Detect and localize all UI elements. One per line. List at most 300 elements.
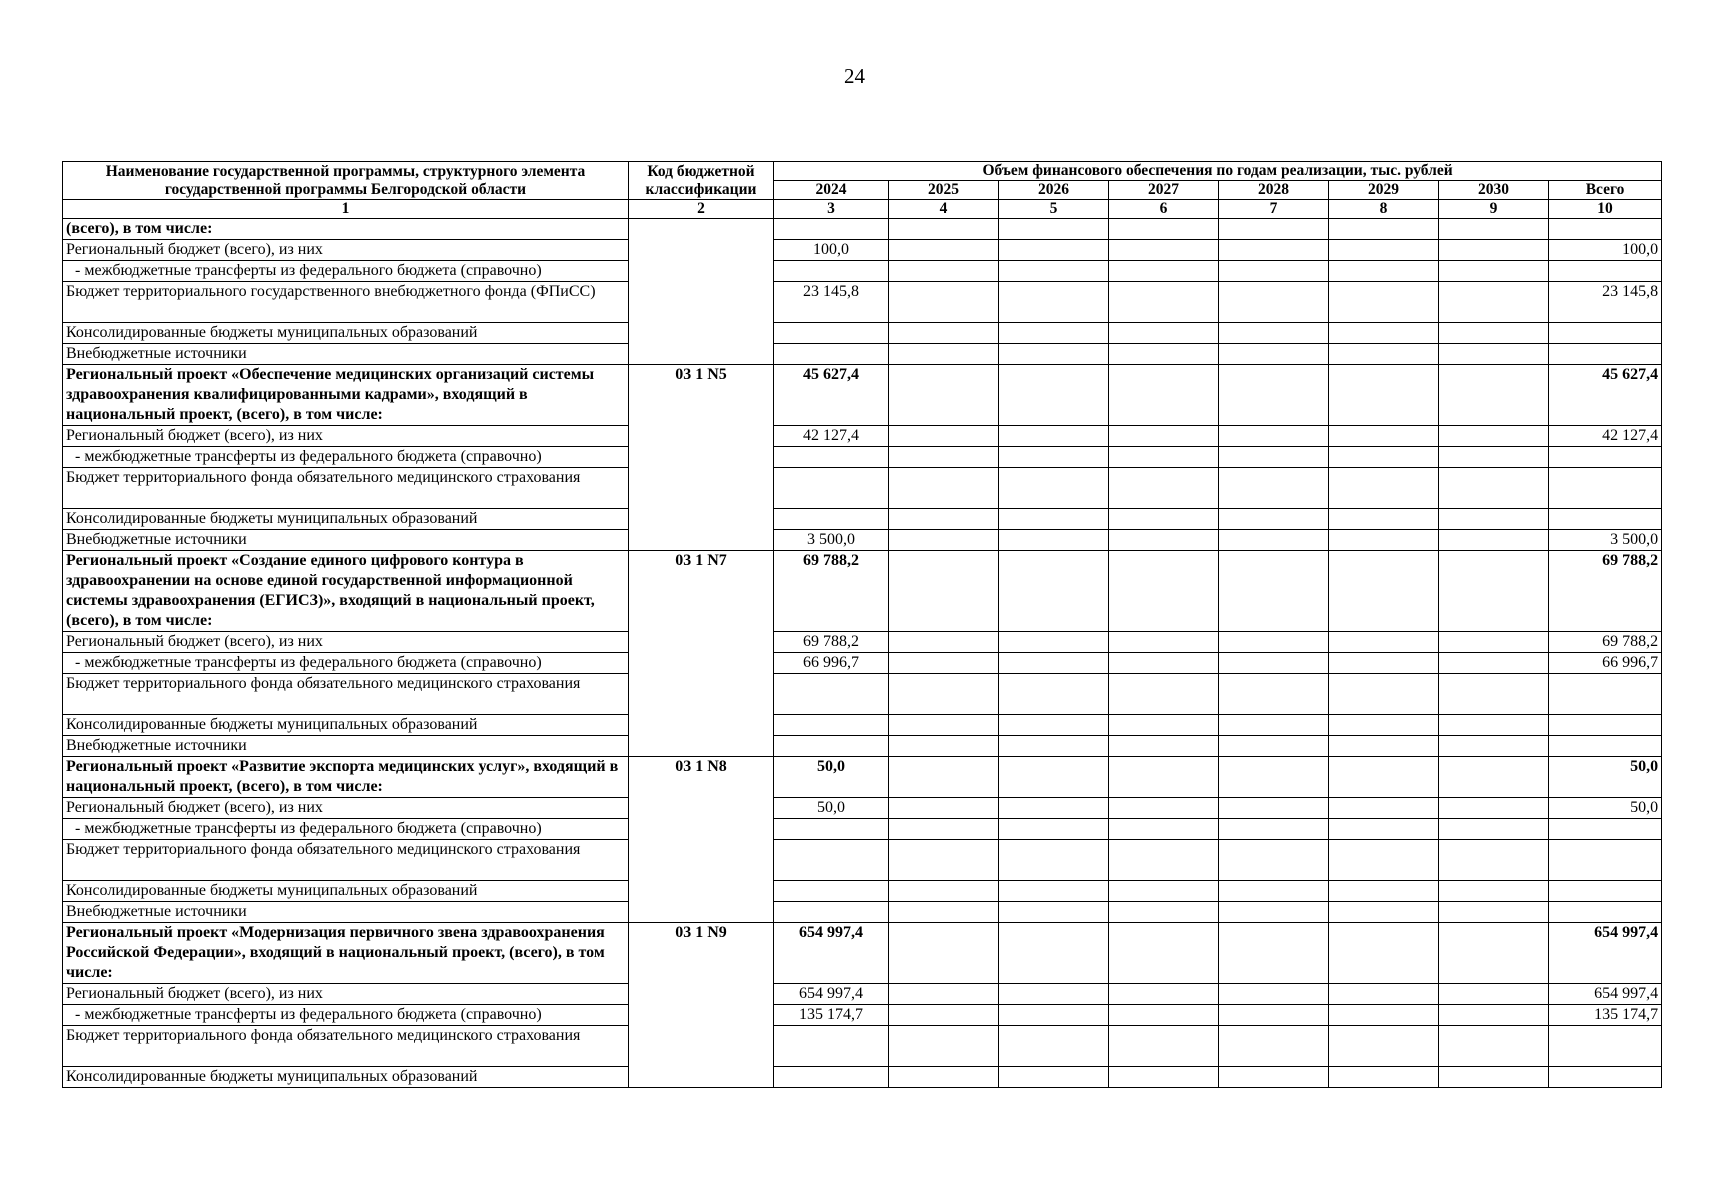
value-empty [999, 509, 1109, 530]
value-empty [1109, 323, 1219, 344]
value-total [1549, 674, 1662, 715]
col-number: 5 [999, 200, 1109, 219]
row-name: Региональный проект «Развитие экспорта медицинских услуг», входящий в национальный проект, (всего), в том числе: [63, 757, 629, 798]
value-2024: 654 997,4 [774, 923, 889, 984]
row-name: Бюджет территориального государственного внебюджетного фонда (ФПиСС) [63, 282, 629, 323]
value-total: 135 174,7 [1549, 1005, 1662, 1026]
value-empty [1219, 282, 1329, 323]
row-name: Региональный бюджет (всего), из них [63, 984, 629, 1005]
value-empty [1439, 798, 1549, 819]
value-empty [1109, 653, 1219, 674]
value-empty [1219, 530, 1329, 551]
value-total [1549, 1067, 1662, 1088]
header-year-2028: 2028 [1219, 181, 1329, 200]
value-empty [1109, 1026, 1219, 1067]
value-empty [1329, 468, 1439, 509]
value-empty [889, 923, 999, 984]
value-empty [1439, 923, 1549, 984]
value-total: 50,0 [1549, 798, 1662, 819]
value-empty [1109, 365, 1219, 426]
value-empty [1329, 632, 1439, 653]
value-empty [1439, 1005, 1549, 1026]
value-empty [999, 736, 1109, 757]
value-empty [889, 984, 999, 1005]
value-total: 45 627,4 [1549, 365, 1662, 426]
table-row [63, 632, 1662, 653]
col-number: 10 [1549, 200, 1662, 219]
value-empty [889, 653, 999, 674]
value-empty [889, 632, 999, 653]
value-empty [1329, 509, 1439, 530]
value-empty [1439, 736, 1549, 757]
value-empty [1329, 798, 1439, 819]
row-name: Консолидированные бюджеты муниципальных образований [63, 509, 629, 530]
value-empty [1219, 715, 1329, 736]
value-empty [1329, 1026, 1439, 1067]
value-empty [1329, 447, 1439, 468]
value-empty [889, 530, 999, 551]
value-total: 42 127,4 [1549, 426, 1662, 447]
value-empty [1329, 923, 1439, 984]
value-empty [889, 736, 999, 757]
table-row [63, 1067, 1662, 1088]
table-row [63, 902, 1662, 923]
table-row [63, 798, 1662, 819]
row-name: Консолидированные бюджеты муниципальных образований [63, 323, 629, 344]
value-empty [1219, 344, 1329, 365]
value-empty [1219, 468, 1329, 509]
column-numbers-row [63, 200, 1662, 219]
value-empty [1219, 447, 1329, 468]
value-empty [999, 798, 1109, 819]
row-name: Региональный проект «Обеспечение медицинских организаций системы здравоохранения квалифицированными кадрами», входящий в национальный проект, (всего), в том числе: [63, 365, 629, 426]
value-empty [1439, 323, 1549, 344]
value-empty [1329, 715, 1439, 736]
budget-code [629, 219, 774, 365]
value-empty [1219, 1067, 1329, 1088]
value-total: 100,0 [1549, 240, 1662, 261]
value-empty [1219, 551, 1329, 632]
value-empty [889, 426, 999, 447]
value-empty [1439, 1067, 1549, 1088]
value-empty [999, 530, 1109, 551]
value-empty [1329, 840, 1439, 881]
value-empty [1219, 984, 1329, 1005]
row-name: Консолидированные бюджеты муниципальных образований [63, 715, 629, 736]
value-empty [1329, 757, 1439, 798]
value-empty [1439, 468, 1549, 509]
value-empty [999, 653, 1109, 674]
value-empty [1439, 240, 1549, 261]
value-empty [999, 1005, 1109, 1026]
value-empty [1219, 653, 1329, 674]
value-total [1549, 881, 1662, 902]
value-empty [1439, 840, 1549, 881]
value-total [1549, 1026, 1662, 1067]
value-empty [889, 881, 999, 902]
value-empty [889, 715, 999, 736]
table-row [63, 674, 1662, 715]
value-total [1549, 819, 1662, 840]
value-empty [1109, 468, 1219, 509]
value-2024: 69 788,2 [774, 551, 889, 632]
value-empty [1109, 757, 1219, 798]
value-empty [1439, 819, 1549, 840]
value-2024 [774, 819, 889, 840]
value-empty [1329, 819, 1439, 840]
value-empty [1219, 1005, 1329, 1026]
value-empty [1109, 715, 1219, 736]
value-total [1549, 344, 1662, 365]
table-row [63, 468, 1662, 509]
value-empty [889, 1067, 999, 1088]
value-empty [1219, 798, 1329, 819]
value-total [1549, 840, 1662, 881]
value-empty [1439, 653, 1549, 674]
value-empty [999, 426, 1109, 447]
value-total: 654 997,4 [1549, 923, 1662, 984]
value-2024 [774, 1067, 889, 1088]
value-empty [999, 881, 1109, 902]
table-row [63, 344, 1662, 365]
value-empty [1109, 530, 1219, 551]
value-empty [1329, 530, 1439, 551]
row-name: - межбюджетные трансферты из федерального бюджета (справочно) [63, 819, 629, 840]
value-2024: 3 500,0 [774, 530, 889, 551]
value-empty [999, 632, 1109, 653]
value-empty [1329, 902, 1439, 923]
value-empty [1439, 365, 1549, 426]
value-empty [999, 674, 1109, 715]
value-empty [1109, 447, 1219, 468]
header-year-2025: 2025 [889, 181, 999, 200]
value-empty [889, 509, 999, 530]
value-empty [1109, 840, 1219, 881]
value-empty [1109, 902, 1219, 923]
value-empty [889, 840, 999, 881]
value-empty [889, 902, 999, 923]
table-header [63, 162, 1662, 219]
row-name: - межбюджетные трансферты из федерального бюджета (справочно) [63, 261, 629, 282]
col-number: 7 [1219, 200, 1329, 219]
budget-code: 03 1 N5 [629, 365, 774, 551]
header-year-2026: 2026 [999, 181, 1109, 200]
value-empty [1329, 426, 1439, 447]
value-2024 [774, 219, 889, 240]
value-empty [889, 757, 999, 798]
table-row [63, 1005, 1662, 1026]
value-2024: 50,0 [774, 798, 889, 819]
header-name-column: Наименование государственной программы, структурного элемента государственной программы Белгородской области [63, 162, 629, 200]
value-empty [1219, 840, 1329, 881]
row-name: Бюджет территориального фонда обязательного медицинского страхования [63, 674, 629, 715]
row-name: Региональный бюджет (всего), из них [63, 632, 629, 653]
table-row [63, 447, 1662, 468]
value-empty [1329, 240, 1439, 261]
header-code-column: Код бюджетной классификации [629, 162, 774, 200]
table-row [63, 819, 1662, 840]
col-number: 2 [629, 200, 774, 219]
value-empty [1439, 426, 1549, 447]
row-name: Региональный бюджет (всего), из них [63, 798, 629, 819]
value-total [1549, 509, 1662, 530]
col-number: 6 [1109, 200, 1219, 219]
value-empty [889, 798, 999, 819]
value-empty [889, 819, 999, 840]
value-total: 69 788,2 [1549, 632, 1662, 653]
value-total [1549, 715, 1662, 736]
value-empty [889, 1026, 999, 1067]
table-row [63, 736, 1662, 757]
value-empty [889, 282, 999, 323]
value-empty [1219, 736, 1329, 757]
value-2024 [774, 840, 889, 881]
header-volume-group: Объем финансового обеспечения по годам реализации, тыс. рублей [774, 162, 1662, 181]
value-2024 [774, 509, 889, 530]
value-empty [1109, 509, 1219, 530]
value-empty [999, 240, 1109, 261]
value-total [1549, 261, 1662, 282]
row-name: Региональный бюджет (всего), из них [63, 426, 629, 447]
value-empty [1219, 674, 1329, 715]
value-empty [999, 715, 1109, 736]
value-empty [1439, 632, 1549, 653]
value-total [1549, 736, 1662, 757]
value-empty [1329, 282, 1439, 323]
value-empty [1109, 344, 1219, 365]
row-name: Бюджет территориального фонда обязательного медицинского страхования [63, 468, 629, 509]
value-empty [889, 344, 999, 365]
value-empty [1329, 653, 1439, 674]
value-total [1549, 447, 1662, 468]
value-total [1549, 323, 1662, 344]
row-name: - межбюджетные трансферты из федерального бюджета (справочно) [63, 447, 629, 468]
value-empty [889, 323, 999, 344]
col-number: 8 [1329, 200, 1439, 219]
value-empty [1219, 240, 1329, 261]
value-empty [1439, 1026, 1549, 1067]
value-empty [1109, 282, 1219, 323]
table-row [63, 984, 1662, 1005]
value-empty [1109, 219, 1219, 240]
value-empty [1439, 509, 1549, 530]
table-row [63, 240, 1662, 261]
value-2024: 50,0 [774, 757, 889, 798]
col-number: 4 [889, 200, 999, 219]
value-empty [889, 1005, 999, 1026]
value-empty [1219, 323, 1329, 344]
value-empty [999, 923, 1109, 984]
value-empty [1439, 551, 1549, 632]
value-empty [1109, 984, 1219, 1005]
value-empty [1329, 365, 1439, 426]
table-row [63, 509, 1662, 530]
table-row [63, 757, 1662, 798]
value-empty [999, 447, 1109, 468]
budget-code: 03 1 N9 [629, 923, 774, 1088]
value-empty [1329, 551, 1439, 632]
value-empty [1439, 881, 1549, 902]
value-empty [1219, 632, 1329, 653]
row-name: Консолидированные бюджеты муниципальных образований [63, 881, 629, 902]
value-2024 [774, 1026, 889, 1067]
value-2024 [774, 902, 889, 923]
value-empty [1109, 426, 1219, 447]
value-total: 3 500,0 [1549, 530, 1662, 551]
value-empty [1219, 902, 1329, 923]
value-empty [999, 365, 1109, 426]
table-row [63, 219, 1662, 240]
value-empty [1109, 819, 1219, 840]
value-empty [1329, 261, 1439, 282]
value-empty [1439, 344, 1549, 365]
value-empty [999, 819, 1109, 840]
table-row [63, 840, 1662, 881]
value-empty [1109, 798, 1219, 819]
value-empty [1439, 261, 1549, 282]
value-empty [1439, 447, 1549, 468]
row-name: Внебюджетные источники [63, 736, 629, 757]
value-empty [999, 261, 1109, 282]
value-empty [1329, 674, 1439, 715]
value-2024 [774, 447, 889, 468]
value-empty [999, 468, 1109, 509]
value-empty [1329, 984, 1439, 1005]
row-name: Бюджет территориального фонда обязательного медицинского страхования [63, 840, 629, 881]
value-2024: 654 997,4 [774, 984, 889, 1005]
value-empty [1109, 240, 1219, 261]
header-year-2024: 2024 [774, 181, 889, 200]
value-empty [1109, 1005, 1219, 1026]
page-number: 24 [844, 64, 865, 88]
table-row [63, 653, 1662, 674]
value-2024: 69 788,2 [774, 632, 889, 653]
row-name: Региональный бюджет (всего), из них [63, 240, 629, 261]
value-empty [999, 323, 1109, 344]
value-empty [1219, 1026, 1329, 1067]
value-empty [1109, 674, 1219, 715]
value-total: 23 145,8 [1549, 282, 1662, 323]
value-2024 [774, 468, 889, 509]
value-2024 [774, 344, 889, 365]
value-empty [1219, 819, 1329, 840]
value-empty [999, 344, 1109, 365]
row-name: Внебюджетные источники [63, 344, 629, 365]
value-empty [999, 902, 1109, 923]
value-total [1549, 468, 1662, 509]
value-total [1549, 219, 1662, 240]
value-empty [1329, 1005, 1439, 1026]
value-2024: 66 996,7 [774, 653, 889, 674]
value-2024 [774, 736, 889, 757]
header-year-2030: 2030 [1439, 181, 1549, 200]
row-name: Бюджет территориального фонда обязательного медицинского страхования [63, 1026, 629, 1067]
value-2024: 100,0 [774, 240, 889, 261]
value-empty [889, 240, 999, 261]
table-body [63, 219, 1662, 1088]
value-empty [1439, 674, 1549, 715]
value-empty [1109, 881, 1219, 902]
value-empty [1219, 365, 1329, 426]
value-empty [999, 757, 1109, 798]
value-empty [889, 468, 999, 509]
value-total [1549, 902, 1662, 923]
value-empty [1329, 219, 1439, 240]
value-empty [1109, 1067, 1219, 1088]
value-2024: 135 174,7 [774, 1005, 889, 1026]
value-2024 [774, 674, 889, 715]
value-empty [999, 551, 1109, 632]
value-empty [1219, 923, 1329, 984]
value-2024 [774, 323, 889, 344]
value-empty [1439, 902, 1549, 923]
row-name: (всего), в том числе: [63, 219, 629, 240]
value-empty [1329, 736, 1439, 757]
value-empty [889, 365, 999, 426]
value-empty [1109, 923, 1219, 984]
value-empty [1439, 219, 1549, 240]
value-empty [889, 551, 999, 632]
header-total: Всего [1549, 181, 1662, 200]
value-total: 69 788,2 [1549, 551, 1662, 632]
col-number: 3 [774, 200, 889, 219]
value-2024 [774, 881, 889, 902]
value-total: 654 997,4 [1549, 984, 1662, 1005]
row-name: Внебюджетные источники [63, 530, 629, 551]
table-row [63, 881, 1662, 902]
table-row [63, 551, 1662, 632]
table-row [63, 715, 1662, 736]
table-row [63, 1026, 1662, 1067]
row-name: Внебюджетные источники [63, 902, 629, 923]
value-empty [1109, 632, 1219, 653]
value-empty [1109, 551, 1219, 632]
table-row [63, 530, 1662, 551]
value-empty [1219, 757, 1329, 798]
value-empty [1219, 261, 1329, 282]
value-empty [1219, 509, 1329, 530]
table-row [63, 426, 1662, 447]
table-row [63, 923, 1662, 984]
value-empty [1219, 219, 1329, 240]
value-empty [1439, 530, 1549, 551]
value-empty [1439, 984, 1549, 1005]
value-empty [889, 447, 999, 468]
value-empty [1439, 282, 1549, 323]
financing-table [62, 161, 1662, 1088]
value-total: 50,0 [1549, 757, 1662, 798]
value-2024 [774, 715, 889, 736]
value-empty [1329, 323, 1439, 344]
value-empty [1329, 881, 1439, 902]
value-2024: 45 627,4 [774, 365, 889, 426]
table-row [63, 282, 1662, 323]
col-number: 9 [1439, 200, 1549, 219]
value-empty [1329, 1067, 1439, 1088]
header-year-2027: 2027 [1109, 181, 1219, 200]
value-empty [999, 1067, 1109, 1088]
value-empty [1109, 736, 1219, 757]
value-total: 66 996,7 [1549, 653, 1662, 674]
value-empty [889, 219, 999, 240]
table-row [63, 365, 1662, 426]
value-empty [1109, 261, 1219, 282]
value-empty [999, 219, 1109, 240]
value-2024: 42 127,4 [774, 426, 889, 447]
header-year-2029: 2029 [1329, 181, 1439, 200]
value-empty [999, 1026, 1109, 1067]
budget-code: 03 1 N7 [629, 551, 774, 757]
